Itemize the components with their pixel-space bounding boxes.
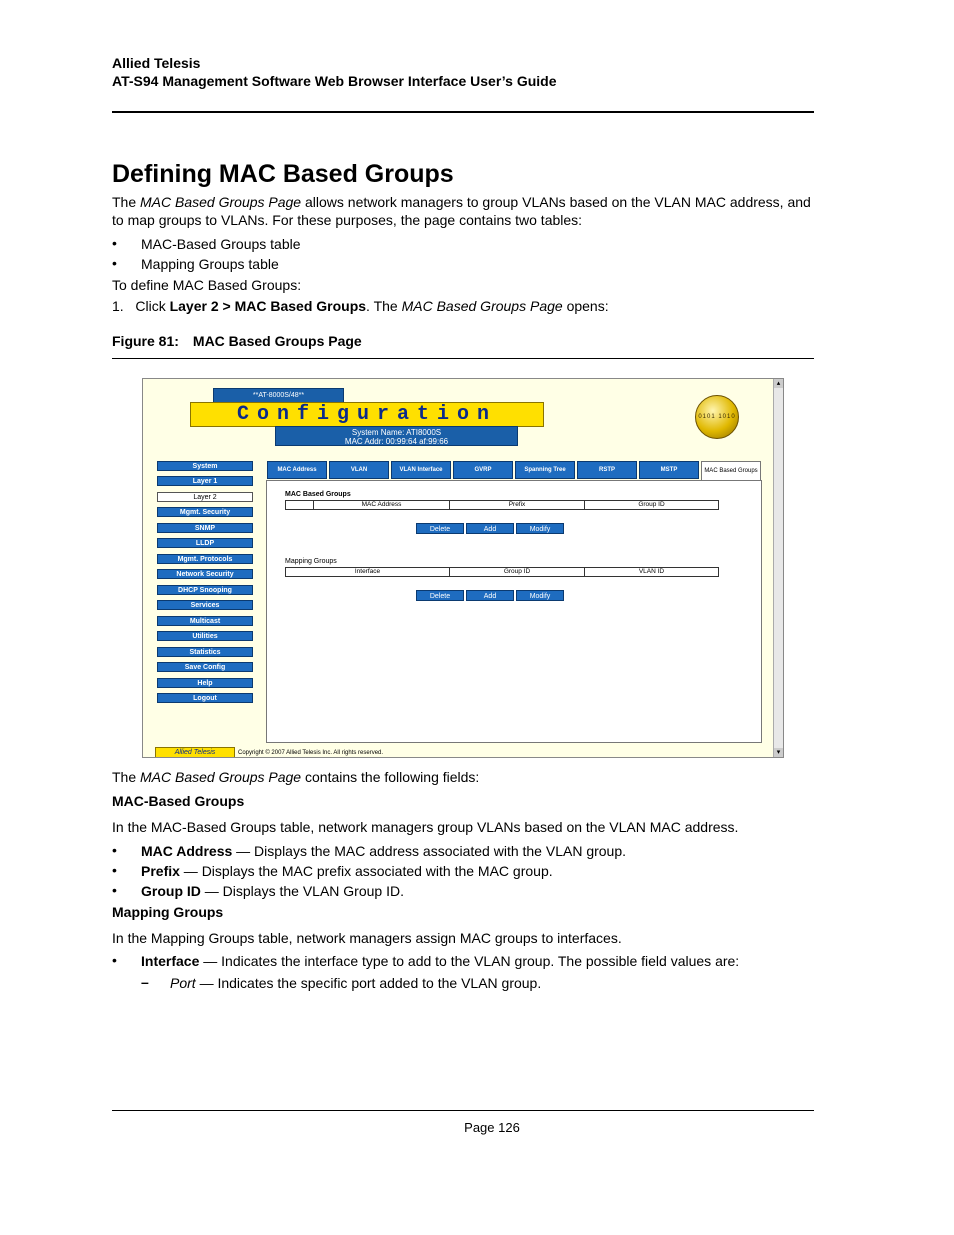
screenshot-footer: [155, 747, 775, 757]
tab-gvrp[interactable]: GVRP: [453, 461, 513, 479]
mapping-section-heading: Mapping Groups: [112, 904, 224, 920]
nav-item-system[interactable]: System: [157, 461, 253, 471]
fields-intro: The MAC Based Groups Page contains the following fields:: [112, 769, 480, 785]
mapping-groups-table-header: Interface Group ID VLAN ID: [285, 567, 719, 577]
nav-item-logout[interactable]: Logout: [157, 693, 253, 703]
figure-rule: [112, 358, 814, 359]
page-number: Page 126: [464, 1120, 520, 1135]
nav-item-layer-1[interactable]: Layer 1: [157, 476, 253, 486]
add-button[interactable]: Add: [466, 523, 514, 534]
intro-paragraph: The MAC Based Groups Page allows network managers to group VLANs based on the VLAN MAC address, and to map groups to VLANs. For these purposes, the page contains two tables:: [112, 194, 811, 228]
delete-button[interactable]: Delete: [416, 590, 464, 601]
copyright-text: Copyright © 2007 Allied Telesis Inc. All rights reserved.: [238, 750, 384, 757]
modify-button[interactable]: Modify: [516, 523, 564, 534]
add-button[interactable]: Add: [466, 590, 514, 601]
mac-groups-table-header: MAC Address Prefix Group ID: [285, 500, 719, 510]
nav-item-mgmt-protocols[interactable]: Mgmt. Protocols: [157, 554, 253, 564]
tab-mac-address[interactable]: MAC Address: [267, 461, 327, 479]
globe-logo-icon: 0101 1010: [695, 395, 739, 439]
tab-spanning-tree[interactable]: Spanning Tree: [515, 461, 575, 479]
nav-item-utilities[interactable]: Utilities: [157, 631, 253, 641]
nav-item-lldp[interactable]: LLDP: [157, 538, 253, 548]
nav-item-network-security[interactable]: Network Security: [157, 569, 253, 579]
guide-title: AT-S94 Management Software Web Browser Interface User’s Guide: [112, 73, 557, 89]
delete-button[interactable]: Delete: [416, 523, 464, 534]
tab-rstp[interactable]: RSTP: [577, 461, 637, 479]
nav-item-statistics[interactable]: Statistics: [157, 647, 253, 657]
device-name-banner: **AT-8000S/48**: [213, 388, 344, 403]
screenshot-figure: [142, 378, 784, 758]
mac-groups-label: MAC Based Groups: [285, 491, 351, 498]
figure-caption: Figure 81: MAC Based Groups Page: [112, 333, 362, 349]
tab-mac-based-groups[interactable]: MAC Based Groups: [701, 461, 761, 481]
content-panel: [266, 480, 762, 743]
vertical-scrollbar[interactable]: [773, 379, 783, 757]
nav-item-mgmt-security[interactable]: Mgmt. Security: [157, 507, 253, 517]
modify-button[interactable]: Modify: [516, 590, 564, 601]
footer-rule: [112, 1110, 814, 1111]
scroll-up-icon[interactable]: ▴: [774, 379, 783, 388]
system-info: System Name: ATI8000S MAC Addr: 00:99:64 af:99:66: [275, 426, 518, 446]
header-rule: [112, 111, 814, 113]
mapping-section-desc: In the Mapping Groups table, network managers assign MAC groups to interfaces.: [112, 930, 622, 946]
nav-item-multicast[interactable]: Multicast: [157, 616, 253, 626]
nav-item-dhcp-snooping[interactable]: DHCP Snooping: [157, 585, 253, 595]
mapping-groups-label: Mapping Groups: [285, 558, 337, 565]
instruction-text: To define MAC Based Groups:: [112, 277, 302, 293]
company-name: Allied Telesis: [112, 55, 201, 71]
step-1: 1. Click Layer 2 > MAC Based Groups. The MAC Based Groups Page opens:: [112, 298, 609, 314]
nav-item-snmp[interactable]: SNMP: [157, 523, 253, 533]
tab-vlan[interactable]: VLAN: [329, 461, 389, 479]
mac-section-desc: In the MAC-Based Groups table, network managers group VLANs based on the VLAN MAC address.: [112, 819, 739, 835]
scroll-down-icon[interactable]: ▾: [774, 748, 783, 757]
tab-mstp[interactable]: MSTP: [639, 461, 699, 479]
nav-item-save-config[interactable]: Save Config: [157, 662, 253, 672]
nav-item-layer-2[interactable]: Layer 2: [157, 492, 253, 502]
mac-section-heading: MAC-Based Groups: [112, 793, 245, 809]
nav-item-help[interactable]: Help: [157, 678, 253, 688]
tab-vlan-interface[interactable]: VLAN Interface: [391, 461, 451, 479]
allied-telesis-logo: Allied Telesis: [155, 747, 235, 758]
section-title: Defining MAC Based Groups: [112, 160, 454, 188]
nav-item-services[interactable]: Services: [157, 600, 253, 610]
configuration-banner: Configuration: [190, 402, 544, 427]
